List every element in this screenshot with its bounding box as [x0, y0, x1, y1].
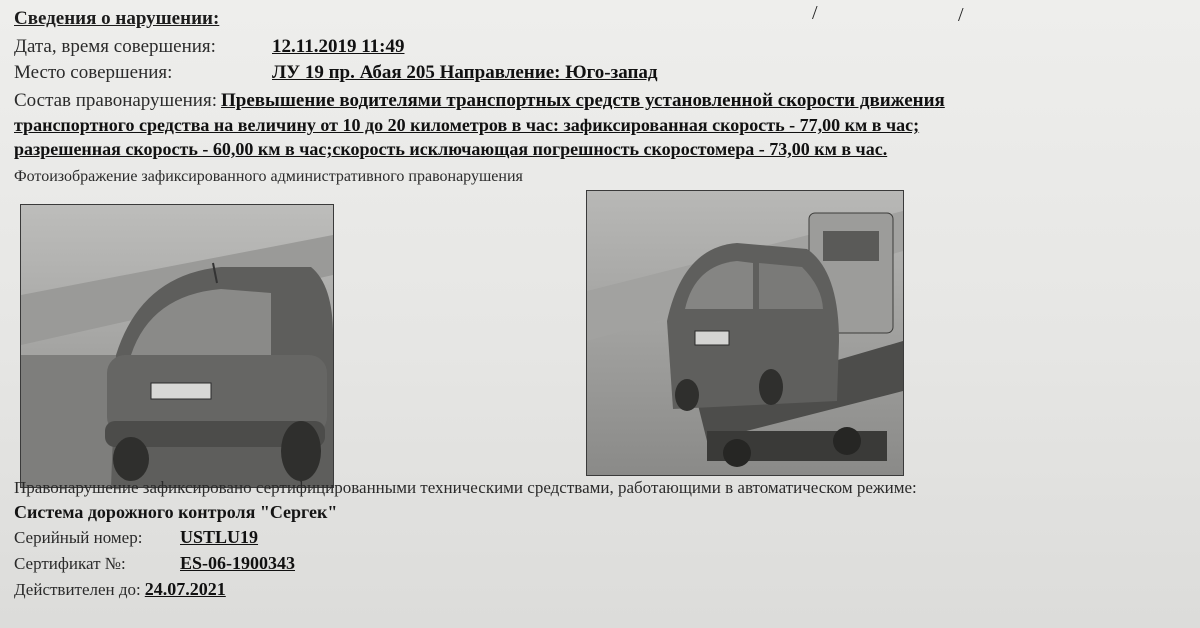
- system-name: Система дорожного контроля "Сергек": [14, 502, 338, 522]
- offense-label: Состав правонарушения:: [14, 90, 217, 111]
- place-value: ЛУ 19 пр. Абая 205 Направление: Юго-запад: [272, 62, 658, 83]
- offense-row: [14, 90, 945, 112]
- violation-photo-2: [586, 190, 904, 476]
- certificate-label: Сертификат №:: [14, 554, 126, 573]
- datetime-label: Дата, время совершения:: [14, 36, 216, 57]
- serial-row: [14, 527, 258, 548]
- valid-until-label: Действителен до:: [14, 580, 141, 599]
- document-heading: Сведения о нарушении:: [14, 8, 220, 29]
- car-on-tow-truck-image: [587, 191, 903, 475]
- datetime-row: [14, 36, 404, 58]
- certificate-value: ES-06-1900343: [180, 553, 296, 573]
- serial-label: Серийный номер:: [14, 528, 143, 547]
- certificate-row: [14, 553, 295, 574]
- offense-line-1: Превышение водителями транспортных средств установленной скорости движения: [220, 90, 945, 111]
- valid-until-row: [14, 579, 226, 600]
- valid-until-value: 24.07.2021: [144, 579, 226, 599]
- serial-value: USTLU19: [180, 527, 259, 547]
- datetime-value: 12.11.2019 11:49: [272, 36, 405, 57]
- pen-mark: /: [958, 4, 964, 26]
- pen-mark: /: [812, 2, 818, 24]
- place-label: Место совершения:: [14, 62, 173, 83]
- offense-line-2: транспортного средства на величину от 10 до 20 километров в час: зафиксированная скорость - 77,00 км в час;: [14, 115, 920, 135]
- photo-caption: Фотоизображение зафиксированного административного правонарушения: [14, 168, 523, 185]
- car-rear-image: [21, 205, 333, 487]
- violation-photo-1: [20, 204, 334, 488]
- offense-line-3: разрешенная скорость - 60,00 км в час;скорость исключающая погрешность скоростомера - 73,00 км в час.: [14, 139, 888, 159]
- device-note: Правонарушение зафиксировано сертифицированными техническими средствами, работающими в автоматическом режиме:: [14, 478, 917, 497]
- place-row: [14, 62, 658, 84]
